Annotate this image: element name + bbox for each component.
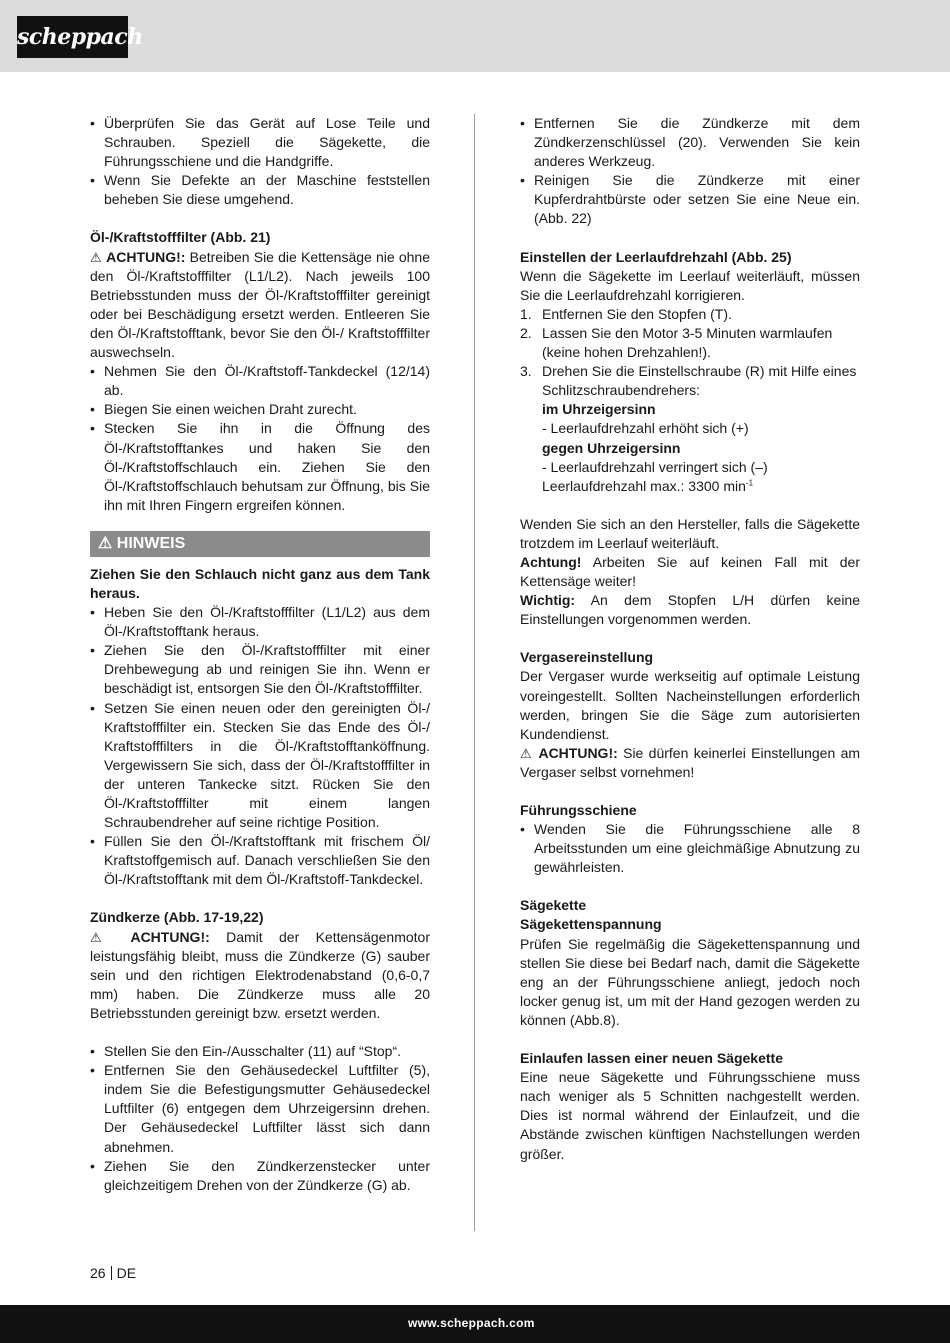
list-item: • Entfernen Sie die Zündkerze mit dem Zündkerzenschlüssel (20). Verwenden Sie kein anderes Werkzeug.	[520, 114, 860, 171]
language-code: DE	[116, 1265, 137, 1281]
guide-bar-list	[520, 820, 860, 877]
list-item: • Stecken Sie ihn in die Öffnung des Öl-/Kraftstofftankes und haken Sie den Öl-/Kraftstoffschlauch ein. Ziehen Sie den Öl-/Kraftstoffschlauch behutsam zur Öffnung, bis Sie ihn mit Ihren Fingern ergreifen können.	[90, 419, 430, 514]
oil-filter-warning	[90, 248, 430, 363]
list-item: • Füllen Sie den Öl-/Kraftstofftank mit frischem Öl/ Kraftstoffgemisch auf. Danach verschließen Sie den Öl-/Kraftstofftank mit dem Öl-/Kraftstoff-Tankdeckel.	[90, 832, 430, 889]
list-item: • Heben Sie den Öl-/Kraftstofffilter (L1/L2) aus dem Öl-/Kraftstofftank heraus.	[90, 603, 430, 641]
hinweis-bullet-list	[90, 603, 430, 889]
oil-filter-heading: Öl-/Kraftstofffilter (Abb. 21)	[90, 229, 271, 246]
warning-text: Damit der Kettensägenmotor leistungsfähig bleibt, muss die Zündkerze (G) sauber sein und den richtigen Elektrodenabstand (0,6-0,7 mm) haben. Die Zündkerze muss alle 20 Betriebsstunden gereinigt bzw. ersetzt werden.	[90, 928, 430, 1021]
list-item: 3. Drehen Sie die Einstellschraube (R) mit Hilfe eines Schlitzschraubendrehers: im Uhrzeigersinn - Leerlaufdrehzahl erhöht sich (+) gegen Uhrzeigersinn - Leerlaufdrehzahl verringert sich (–) Leerlaufdrehzahl max.: 3300 $\min^{-1}$	[520, 362, 860, 496]
hinweis-label: HINWEIS	[116, 534, 186, 552]
spark-plug-heading: Zündkerze (Abb. 17-19,22)	[90, 909, 264, 926]
list-item: 2. Lassen Sie den Motor 3-5 Minuten warmlaufen (keine hohen Drehzahlen!).	[520, 324, 833, 361]
left-column	[90, 114, 430, 1195]
list-item: • Nehmen Sie den Öl-/Kraftstoff-Tankdeckel (12/14) ab.	[90, 362, 430, 400]
list-item: • Biegen Sie einen weichen Draht zurecht.	[90, 400, 430, 419]
warning-icon: ⚠	[90, 249, 102, 265]
warning-label: ACHTUNG!:	[130, 928, 210, 945]
list-item: • Setzen Sie einen neuen oder den gereinigten Öl-/ Kraftstofffilter ein. Stecken Sie das Ende des Öl-/ Kraftstofffilters in die Öl-/Kraftstofftanköffnung. Vergewissern Sie sich, dass der Öl-/Kraftstofffilter in der unteren Tankecke sitzt. Rücken Sie den Öl-/Kraftstofffilter mit einem langen Schraubendreher auf seine richtige Position.	[90, 699, 430, 833]
page-footer	[0, 1305, 950, 1343]
list-item: 1. Entfernen Sie den Stopfen (T).	[520, 305, 732, 322]
manufacturer-contact: Wenden Sie sich an den Hersteller, falls die Sägekette trotzdem im Leerlauf weiterläuft.	[520, 515, 860, 551]
warning-text: Betreiben Sie die Kettensäge nie ohne den Öl-/Kraftstofffilter (L1/L2). Nach jeweils 100 Betriebsstunden muss der Öl-/Kraftstofffilter gereinigt oder bei Beschädigung ersetzt werden. Entleeren Sie den Öl-/Kraftstofftank, bevor Sie den Öl-/ Kraftstofffilter auswechseln.	[90, 248, 430, 361]
list-item: • Reinigen Sie die Zündkerze mit einer Kupferdrahtbürste oder setzen Sie eine Neue ein. (Abb. 22)	[520, 171, 860, 228]
spark-plug-continued-list	[520, 114, 860, 229]
spark-plug-warning	[90, 928, 430, 1023]
idle-steps	[520, 305, 860, 496]
max-idle-speed: Leerlaufdrehzahl max.: 3300 $\min^{-1}$	[542, 477, 754, 494]
run-in-text: Eine neue Sägekette und Führungsschiene muss nach weniger als 5 Schnitten nachgestellt werden. Dies ist normal während der Einlaufzeit, und die Abstände zwischen künftigen Nachstellungen werden größer.	[520, 1069, 860, 1162]
column-divider	[474, 114, 475, 1231]
spark-plug-bullet-list	[90, 1042, 430, 1195]
list-item: • Wenden Sie die Führungsschiene alle 8 Arbeitsstunden um eine gleichmäßige Abnutzung zu gewährleisten.	[520, 820, 860, 877]
counterclockwise-label: gegen Uhrzeigersinn	[542, 439, 681, 456]
idle-heading: Einstellen der Leerlaufdrehzahl (Abb. 25)	[520, 248, 792, 265]
page-header	[0, 0, 950, 72]
counterclockwise-text: - Leerlaufdrehzahl verringert sich (–)	[542, 458, 768, 475]
list-item: • Stellen Sie den Ein-/Ausschalter (11) auf “Stop“.	[90, 1042, 430, 1061]
carburetor-heading: Vergasereinstellung	[520, 649, 654, 666]
list-item: • Ziehen Sie den Öl-/Kraftstofffilter mit einer Drehbewegung ab und reinigen Sie ihn. Wenn er beschädigt ist, entsorgen Sie den Öl-/Kraftstofffilter.	[90, 641, 430, 698]
chain-tension-heading: Sägekettenspannung	[520, 916, 662, 933]
carburetor-text: Der Vergaser wurde werkseitig auf optimale Leistung voreingestellt. Sollten Nacheinstellungen erforderlich werden, bringen Sie die Säge zum autorisierten Kundendienst.	[520, 668, 860, 742]
right-column	[520, 114, 860, 1164]
guide-bar-heading: Führungsschiene	[520, 802, 637, 818]
list-item: • Entfernen Sie den Gehäusedeckel Luftfilter (5), indem Sie die Befestigungsmutter Gehäusedeckel Luftfilter (6) entgegen dem Uhrzeigersinn drehen. Der Gehäusedeckel Luftfilter lässt sich dann abnehmen.	[90, 1061, 430, 1156]
website-link[interactable]: www.scheppach.com	[408, 1316, 535, 1330]
oil-filter-bullet-list	[90, 362, 430, 515]
run-in-heading: Einlaufen lassen einer neuen Sägekette	[520, 1050, 783, 1067]
warning-icon: ⚠	[90, 929, 115, 945]
warning-icon: ⚠	[520, 745, 534, 761]
list-item: • Überprüfen Sie das Gerät auf Lose Teile und Schrauben. Speziell die Sägekette, die Führungsschiene und die Handgriffe.	[90, 114, 430, 171]
achtung-note: Achtung! Arbeiten Sie auf keinen Fall mit der Kettensäge weiter!	[520, 553, 860, 590]
clockwise-label: im Uhrzeigersinn	[542, 401, 656, 418]
list-item: • Ziehen Sie den Zündkerzenstecker unter gleichzeitigem Drehen von der Zündkerze (G) ab.	[90, 1157, 430, 1195]
idle-intro: Wenn die Sägekette im Leerlauf weiterläuft, müssen Sie die Leerlaufdrehzahl korrigieren.	[520, 267, 860, 303]
clockwise-text: - Leerlaufdrehzahl erhöht sich (+)	[542, 420, 749, 437]
scheppach-logo: scheppach	[17, 16, 128, 58]
hinweis-banner	[90, 531, 430, 557]
wichtig-note: Wichtig: An dem Stopfen L/H dürfen keine Einstellungen vorgenommen werden.	[520, 592, 860, 628]
intro-bullet-list	[90, 114, 430, 209]
list-item: • Wenn Sie Defekte an der Maschine feststellen beheben Sie diese umgehend.	[90, 171, 430, 209]
page-number: 26 DE	[90, 1265, 137, 1281]
warning-icon: ⚠	[98, 534, 113, 552]
carburetor-warning: ⚠ ACHTUNG!: Sie dürfen keinerlei Einstellungen am Vergaser selbst vornehmen!	[520, 744, 861, 780]
warning-label: ACHTUNG!:	[106, 248, 186, 265]
chain-tension-text: Prüfen Sie regelmäßig die Sägekettenspannung und stellen Sie diese bei Bedarf nach, damit die Sägekette eng an der Führungsschiene anliegt, jedoch noch locker genug ist, um mit der Hand gezogen werden zu können (Abb.8).	[520, 935, 860, 1028]
hinweis-bold-text: Ziehen Sie den Schlauch nicht ganz aus dem Tank heraus.	[90, 565, 430, 601]
saw-chain-heading: Sägekette	[520, 897, 587, 914]
